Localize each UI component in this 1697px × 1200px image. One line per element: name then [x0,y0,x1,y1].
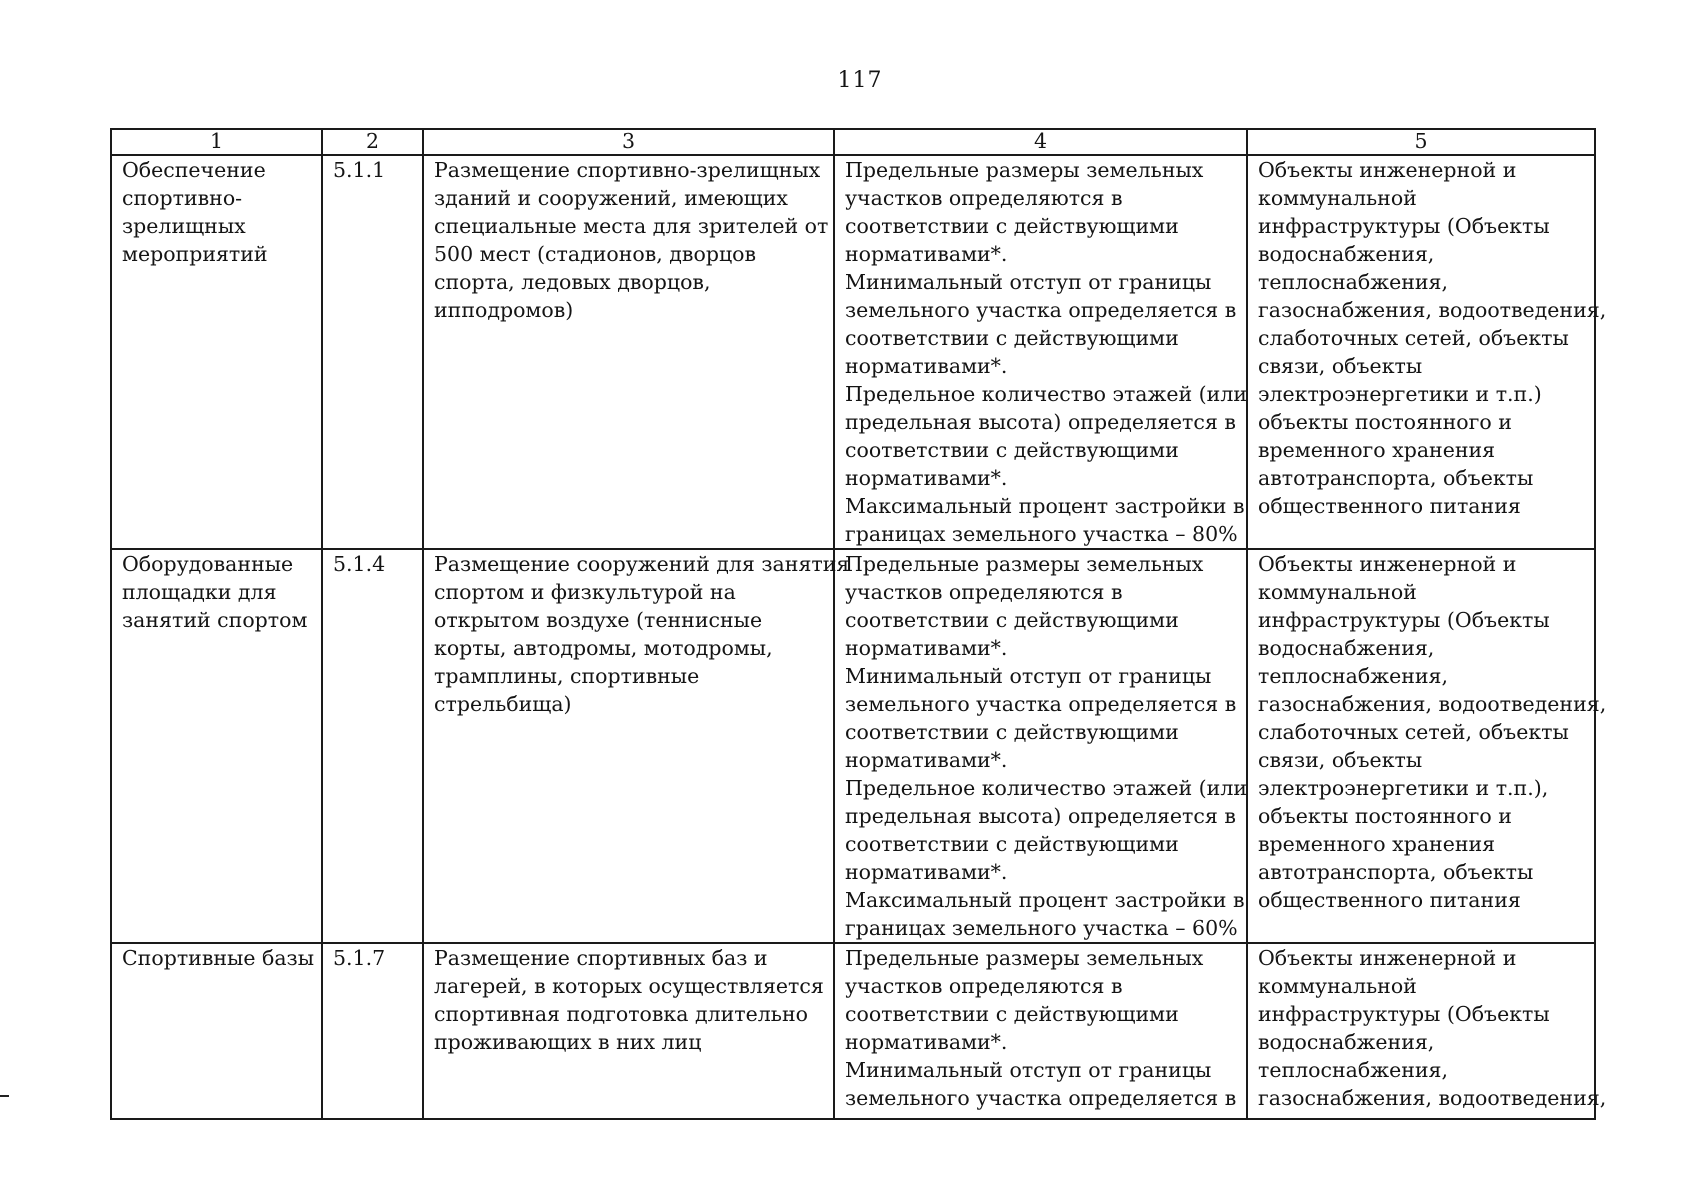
cell-text-line: Объекты инженерной и [1258,158,1517,182]
cell-text-line: трамплины, спортивные [434,664,700,688]
cell-text-line: Предельные размеры земельных [845,552,1204,576]
cell-text-line: временного хранения [1258,438,1496,462]
cell-text-line: предельная высота) определяется в [845,804,1236,828]
cell-text-line: нормативами*. [845,466,1008,490]
cell-text-line: объекты постоянного и [1258,804,1512,828]
cell-text-line: спортивно- [122,186,243,210]
cell-text-line: нормативами*. [845,860,1008,884]
cell-text-line: Размещение спортивно-зрелищных [434,158,821,182]
cell-text-line: Минимальный отступ от границы [845,1058,1212,1082]
column-header-2: 2 [322,129,423,155]
use-name-cell [111,549,322,943]
table-header-row [111,129,1595,155]
cell-text-line: лагерей, в которых осуществляется [434,974,824,998]
cell-text-line: слаботочных сетей, объекты [1258,720,1569,744]
cell-text-line: автотранспорта, объекты [1258,860,1534,884]
use-code-cell: 5.1.1 [322,155,423,549]
cell-text-line: занятий спортом [122,608,308,632]
parameters-cell [834,155,1247,549]
use-description-cell [423,943,834,1119]
cell-text-line: Размещение спортивных баз и [434,946,768,970]
cell-text-line: Оборудованные [122,552,294,576]
cell-text-line: соответствии с действующими [845,438,1179,462]
cell-text-line: нормативами*. [845,1030,1008,1054]
page-number: 117 [837,68,883,93]
cell-text-line: специальные места для зрителей от [434,214,829,238]
cell-text-line: объекты постоянного и [1258,410,1512,434]
use-name-cell [111,943,322,1119]
cell-text-line: соответствии с действующими [845,720,1179,744]
cell-text-line: участков определяются в [845,974,1123,998]
cell-text-line: соответствии с действующими [845,608,1179,632]
table-body [111,155,1607,1119]
column-header-1: 1 [111,129,322,155]
cell-text-line: спортом и физкультурой на [434,580,736,604]
table-row [111,549,1595,943]
cell-text-line: участков определяются в [845,580,1123,604]
column-header-5: 5 [1247,129,1595,155]
cell-text-line: слаботочных сетей, объекты [1258,326,1569,350]
cell-text-line: зданий и сооружений, имеющих [434,186,788,210]
cell-text-line: соответствии с действующими [845,214,1179,238]
table-row [111,943,1595,1119]
cell-text-line: газоснабжения, водоотведения, [1258,298,1607,322]
cell-text-line: соответствии с действующими [845,326,1179,350]
cell-text-line: нормативами*. [845,354,1008,378]
cell-text-line: стрельбища) [434,692,572,716]
cell-text-line: Минимальный отступ от границы [845,270,1212,294]
cell-text-line: земельного участка определяется в [845,1086,1237,1110]
cell-text-line: Минимальный отступ от границы [845,664,1212,688]
cell-text-line: теплоснабжения, [1258,1058,1448,1082]
column-header-4: 4 [834,129,1247,155]
land-use-table [110,128,1607,1120]
cell-text-line: водоснабжения, [1258,636,1435,660]
cell-text-line: земельного участка определяется в [845,692,1237,716]
cell-text-line: электроэнергетики и т.п.), [1258,776,1549,800]
cell-text-line: коммунальной [1258,974,1417,998]
cell-text-line: проживающих в них лиц [434,1030,702,1054]
cell-text-line: электроэнергетики и т.п.) [1258,382,1542,406]
cell-text-line: теплоснабжения, [1258,664,1448,688]
cell-text-line: водоснабжения, [1258,242,1435,266]
cell-text-line: соответствии с действующими [845,832,1179,856]
cell-text-line: Максимальный процент застройки в [845,888,1245,912]
table-row [111,155,1595,549]
cell-text-line: газоснабжения, водоотведения, [1258,1086,1607,1110]
cell-text-line: соответствии с действующими [845,1002,1179,1026]
cell-text-line: общественного питания [1258,494,1521,518]
cell-text-line: Объекты инженерной и [1258,946,1517,970]
margin-mark [0,1095,9,1097]
cell-text-line: коммунальной [1258,186,1417,210]
cell-text-line: Предельные размеры земельных [845,158,1204,182]
cell-text-line: автотранспорта, объекты [1258,466,1534,490]
use-code-cell: 5.1.4 [322,549,423,943]
use-name-cell [111,155,322,549]
cell-text-line: Предельное количество этажей (или [845,776,1248,800]
use-code-cell: 5.1.7 [322,943,423,1119]
cell-text-line: водоснабжения, [1258,1030,1435,1054]
cell-text-line: зрелищных [122,214,246,238]
cell-text-line: границах земельного участка – 80% [845,522,1238,546]
cell-text-line: инфраструктуры (Объекты [1258,1002,1550,1026]
column-header-3: 3 [423,129,834,155]
cell-text-line: ипподромов) [434,298,574,322]
cell-text-line: границах земельного участка – 60% [845,916,1238,940]
cell-text-line: Спортивные базы [122,946,315,970]
cell-text-line: Размещение сооружений для занятия [434,552,850,576]
cell-text-line: нормативами*. [845,748,1008,772]
auxiliary-uses-cell [1247,155,1607,549]
cell-text-line: Обеспечение [122,158,266,182]
cell-text-line: нормативами*. [845,636,1008,660]
auxiliary-uses-cell [1247,943,1607,1119]
cell-text-line: Объекты инженерной и [1258,552,1517,576]
cell-text-line: нормативами*. [845,242,1008,266]
use-description-cell [423,549,850,943]
cell-text-line: временного хранения [1258,832,1496,856]
cell-text-line: инфраструктуры (Объекты [1258,608,1550,632]
cell-text-line: земельного участка определяется в [845,298,1237,322]
auxiliary-uses-cell [1247,549,1607,943]
parameters-cell [834,549,1247,943]
use-description-cell [423,155,834,549]
cell-text-line: спортивная подготовка длительно [434,1002,808,1026]
cell-text-line: коммунальной [1258,580,1417,604]
cell-text-line: площадки для [122,580,277,604]
cell-text-line: Максимальный процент застройки в [845,494,1245,518]
cell-text-line: предельная высота) определяется в [845,410,1236,434]
cell-text-line: Предельное количество этажей (или [845,382,1248,406]
cell-text-line: теплоснабжения, [1258,270,1448,294]
cell-text-line: связи, объекты [1258,748,1423,772]
cell-text-line: спорта, ледовых дворцов, [434,270,711,294]
cell-text-line: инфраструктуры (Объекты [1258,214,1550,238]
cell-text-line: связи, объекты [1258,354,1423,378]
cell-text-line: 500 мест (стадионов, дворцов [434,242,757,266]
parameters-cell [834,943,1247,1119]
cell-text-line: открытом воздухе (теннисные [434,608,763,632]
cell-text-line: корты, автодромы, мотодромы, [434,636,773,660]
cell-text-line: Предельные размеры земельных [845,946,1204,970]
cell-text-line: мероприятий [122,242,268,266]
cell-text-line: общественного питания [1258,888,1521,912]
cell-text-line: газоснабжения, водоотведения, [1258,692,1607,716]
cell-text-line: участков определяются в [845,186,1123,210]
